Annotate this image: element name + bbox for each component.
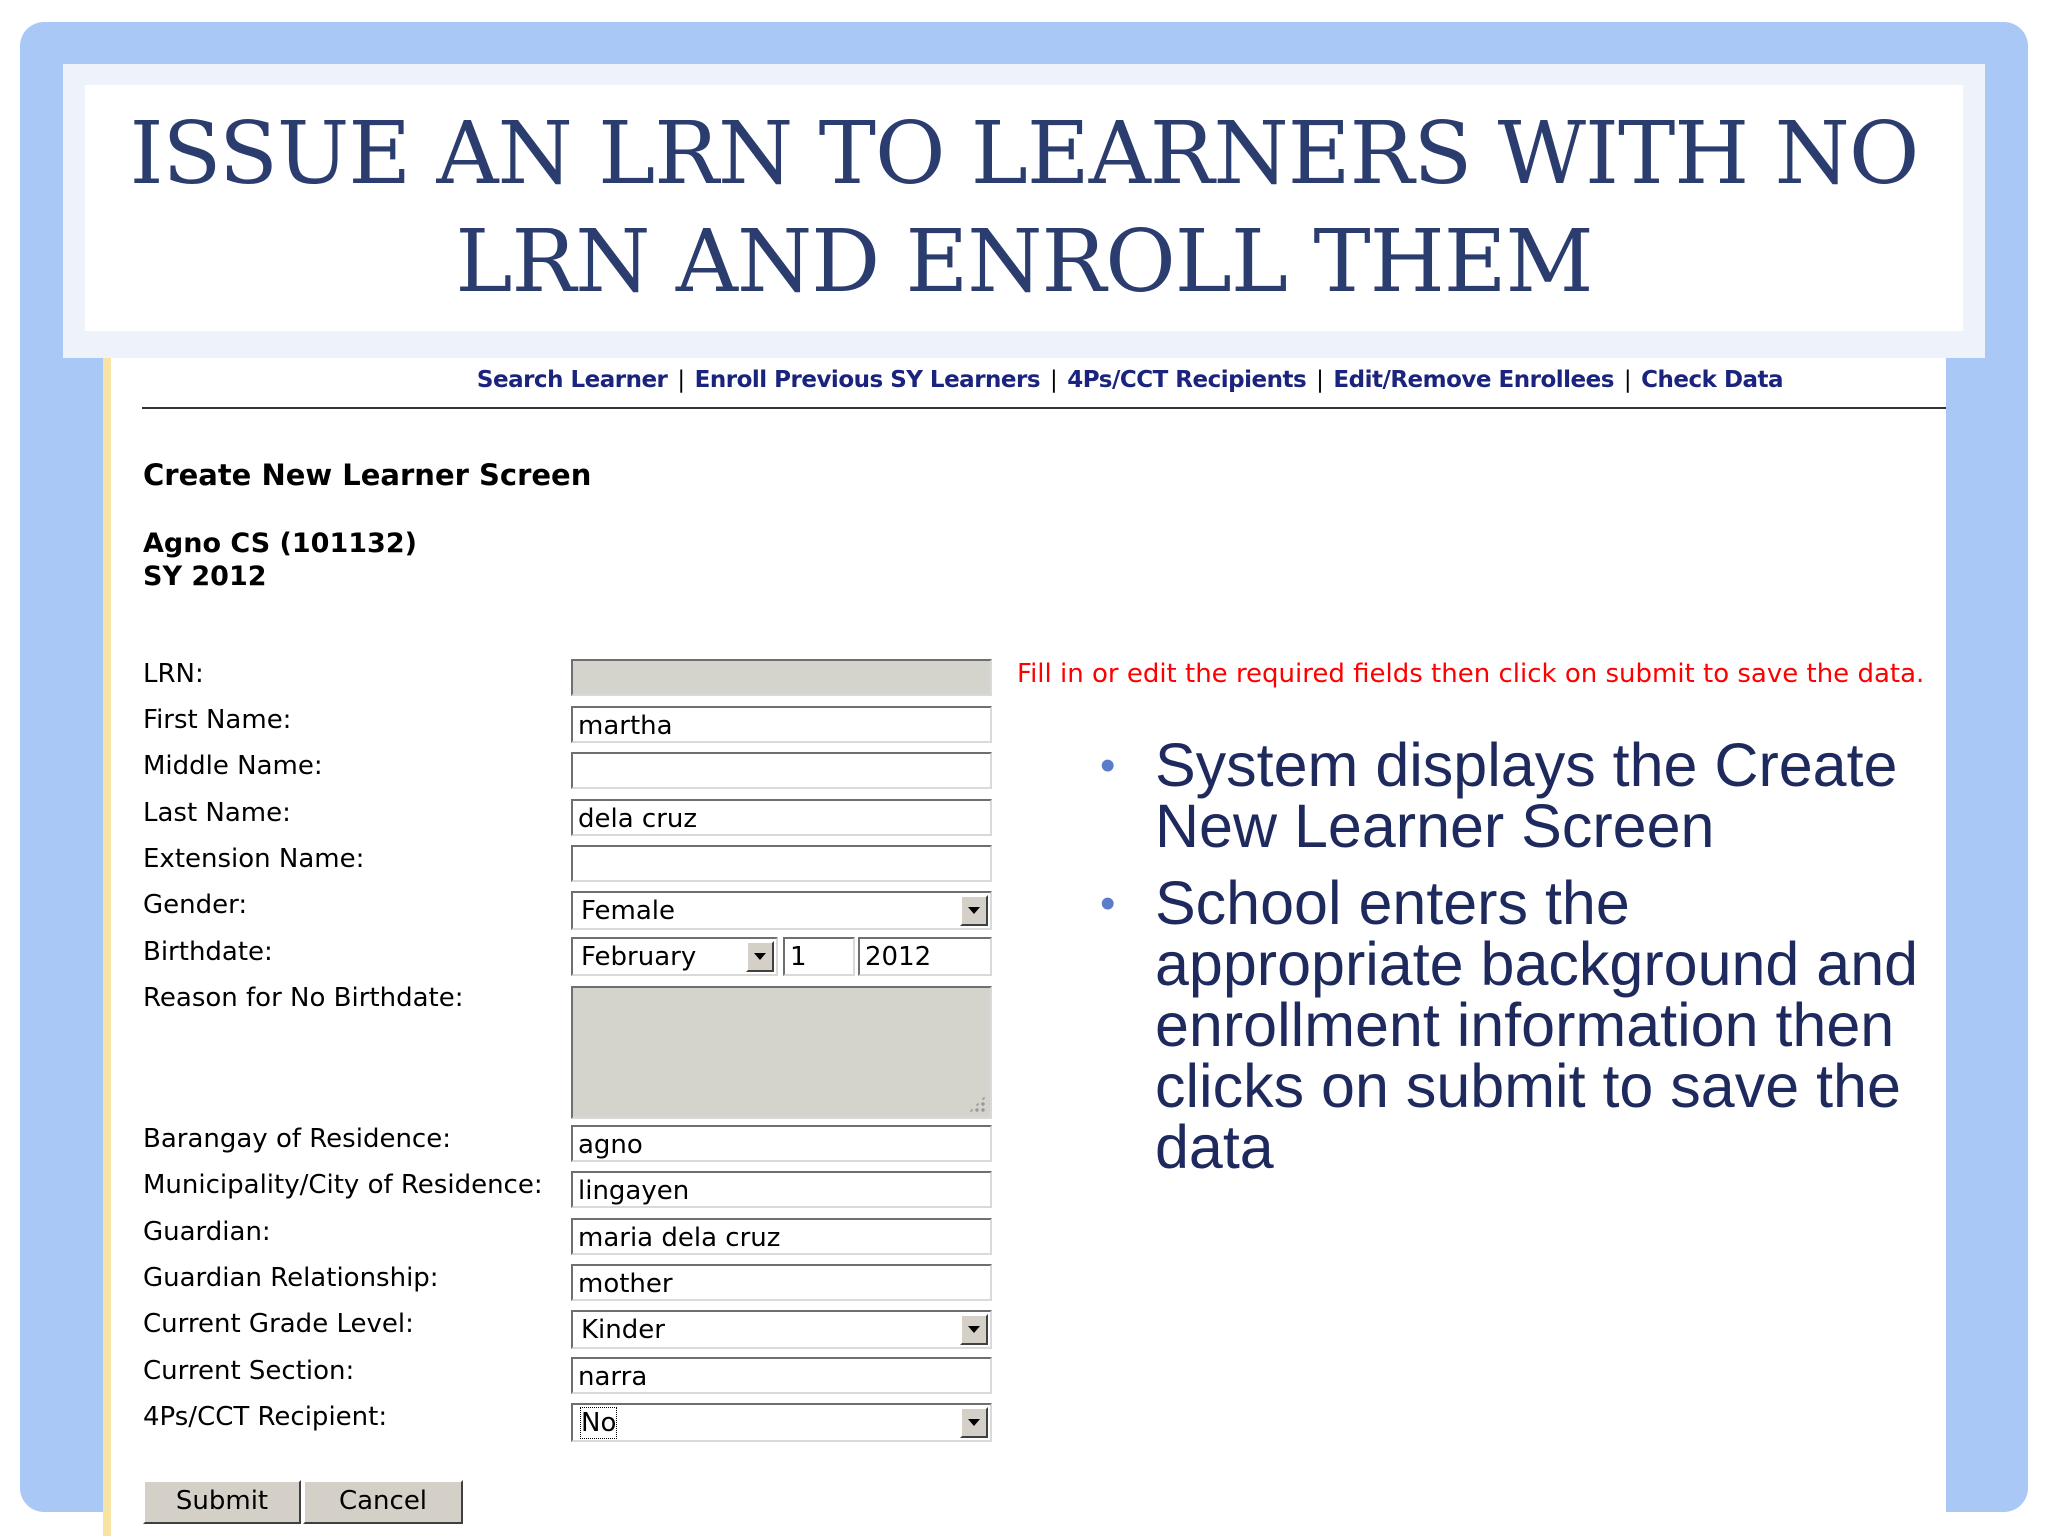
grade-level-selected: Kinder: [581, 1315, 665, 1345]
nav-4ps-recipients[interactable]: 4Ps/CCT Recipients: [1067, 367, 1307, 393]
bullet-text: School enters the appropriate background and enrollment information then clicks on submit to save the data: [1155, 869, 1919, 1181]
cct-recipient-selected: No: [581, 1408, 617, 1438]
birth-day-field[interactable]: 1: [783, 937, 855, 976]
chevron-down-icon[interactable]: [746, 941, 774, 972]
birth-month-selected: February: [581, 942, 697, 972]
birthdate-label: Birthdate:: [143, 937, 273, 967]
last-name-label: Last Name:: [143, 798, 291, 828]
barangay-label: Barangay of Residence:: [143, 1124, 451, 1154]
title-area: [85, 85, 1963, 331]
municipality-field[interactable]: lingayen: [571, 1171, 992, 1208]
cct-recipient-select[interactable]: [571, 1403, 992, 1442]
nav-separator: |: [1316, 367, 1324, 393]
guardian-relationship-label: Guardian Relationship:: [143, 1263, 439, 1293]
screen-title: Create New Learner Screen: [143, 458, 592, 492]
school-year: SY 2012: [143, 561, 267, 592]
bullet-text: System displays the Create New Learner Screen: [1155, 731, 1898, 860]
cancel-button[interactable]: Cancel: [303, 1480, 463, 1524]
bullet-icon: •: [1100, 879, 1116, 928]
submit-button[interactable]: Submit: [143, 1480, 301, 1524]
slide-title: [130, 100, 1919, 316]
municipality-label: Municipality/City of Residence:: [143, 1170, 543, 1200]
accent-line: [103, 356, 111, 1536]
gender-selected: Female: [581, 896, 676, 926]
bullet-item: [1100, 869, 1940, 1181]
last-name-field[interactable]: dela cruz: [571, 799, 992, 836]
middle-name-label: Middle Name:: [143, 751, 323, 781]
section-field[interactable]: narra: [571, 1357, 992, 1394]
no-birthdate-label: Reason for No Birthdate:: [143, 983, 464, 1013]
guardian-field[interactable]: maria dela cruz: [571, 1218, 992, 1255]
first-name-label: First Name:: [143, 705, 292, 735]
nav-separator: |: [1050, 367, 1058, 393]
nav-search-learner[interactable]: Search Learner: [476, 367, 668, 393]
extension-name-field[interactable]: [571, 845, 992, 882]
grade-level-select[interactable]: [571, 1310, 992, 1349]
nav-separator: |: [677, 367, 685, 393]
birth-year-field[interactable]: 2012: [858, 937, 992, 976]
extension-name-label: Extension Name:: [143, 844, 365, 874]
nav-enroll-previous[interactable]: Enroll Previous SY Learners: [694, 367, 1041, 393]
chevron-down-icon[interactable]: [960, 1314, 988, 1345]
chevron-down-icon[interactable]: [960, 895, 988, 926]
info-message: Fill in or edit the required fields then click on submit to save the data.: [1017, 659, 1925, 689]
guardian-label: Guardian:: [143, 1217, 271, 1247]
slide-title-line1: ISSUE AN LRN TO LEARNERS WITH NO: [129, 104, 1919, 204]
bullet-icon: •: [1100, 741, 1116, 790]
grade-level-label: Current Grade Level:: [143, 1309, 414, 1339]
cct-recipient-label: 4Ps/CCT Recipient:: [143, 1402, 388, 1432]
barangay-field[interactable]: agno: [571, 1125, 992, 1162]
middle-name-field[interactable]: [571, 752, 992, 789]
guardian-relationship-field[interactable]: mother: [571, 1264, 992, 1301]
chevron-down-icon[interactable]: [960, 1407, 988, 1438]
nav-bar: [430, 362, 1830, 398]
lrn-label: LRN:: [143, 659, 204, 689]
nav-edit-remove[interactable]: Edit/Remove Enrollees: [1333, 367, 1614, 393]
gender-select[interactable]: [571, 891, 992, 930]
nav-divider: [142, 407, 1946, 409]
bullet-list: [1100, 731, 1940, 1194]
no-birthdate-reason-textarea: [571, 986, 992, 1119]
school-name: Agno CS (101132): [143, 528, 417, 559]
gender-label: Gender:: [143, 890, 248, 920]
nav-separator: |: [1623, 367, 1632, 393]
section-label: Current Section:: [143, 1356, 355, 1386]
birth-month-select[interactable]: [571, 937, 778, 976]
bullet-item: [1100, 731, 1940, 860]
resize-grip-icon[interactable]: [968, 1095, 986, 1113]
nav-check-data[interactable]: Check Data: [1641, 367, 1784, 393]
lrn-field: [571, 659, 992, 696]
slide-title-line2: LRN AND ENROLL THEM: [455, 212, 1593, 312]
first-name-field[interactable]: martha: [571, 706, 992, 743]
